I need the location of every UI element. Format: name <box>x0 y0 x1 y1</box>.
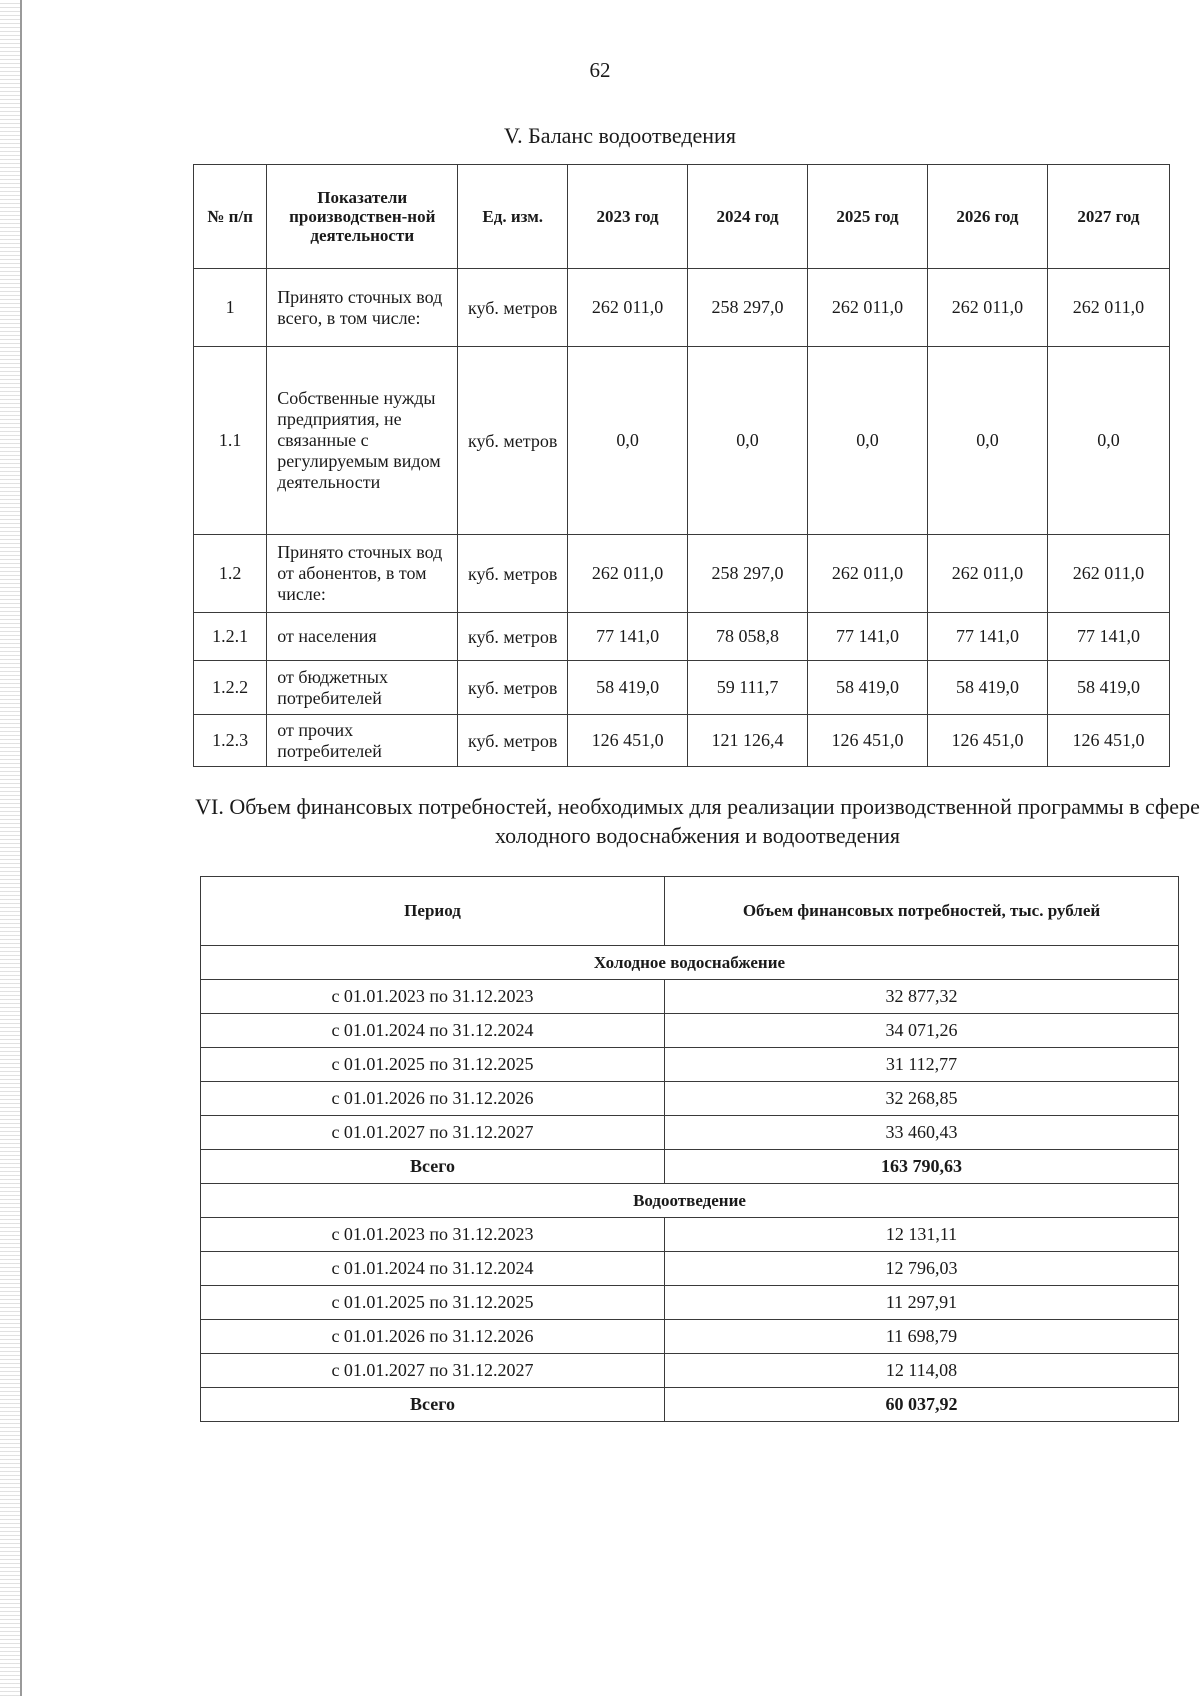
table-row <box>201 1354 1179 1388</box>
table-row <box>194 269 1170 347</box>
row-value: 126 451,0 <box>927 715 1047 767</box>
row-value: 58 419,0 <box>568 661 688 715</box>
section-5-title: V. Баланс водоотведения <box>504 123 736 148</box>
row-value: 0,0 <box>688 347 808 535</box>
value-cell: 32 268,85 <box>665 1082 1179 1116</box>
row-value: 262 011,0 <box>808 269 928 347</box>
table-row <box>201 1014 1179 1048</box>
row-value: 59 111,7 <box>688 661 808 715</box>
period-cell: с 01.01.2024 по 31.12.2024 <box>201 1014 665 1048</box>
row-unit: куб. метров <box>458 715 568 767</box>
value-cell: 31 112,77 <box>665 1048 1179 1082</box>
header-period: Период <box>201 877 665 946</box>
header-indicator: Показатели производствен-ной деятельности <box>267 165 458 269</box>
row-value: 77 141,0 <box>927 613 1047 661</box>
period-cell: с 01.01.2025 по 31.12.2025 <box>201 1048 665 1082</box>
header-year: 2023 год <box>568 165 688 269</box>
row-value: 262 011,0 <box>927 535 1047 613</box>
total-row <box>201 1150 1179 1184</box>
table-row <box>201 1252 1179 1286</box>
row-indicator: от населения <box>267 613 458 661</box>
period-cell: с 01.01.2023 по 31.12.2023 <box>201 980 665 1014</box>
row-value: 126 451,0 <box>1047 715 1169 767</box>
total-label: Всего <box>201 1150 665 1184</box>
row-num: 1.2.3 <box>194 715 267 767</box>
row-num: 1.2.1 <box>194 613 267 661</box>
scan-edge-line <box>20 0 22 1696</box>
scan-edge-artifact <box>0 0 22 1696</box>
row-unit: куб. метров <box>458 535 568 613</box>
row-value: 0,0 <box>927 347 1047 535</box>
period-cell: с 01.01.2026 по 31.12.2026 <box>201 1082 665 1116</box>
header-year: 2027 год <box>1047 165 1169 269</box>
row-value: 262 011,0 <box>1047 269 1169 347</box>
section-row <box>201 1184 1179 1218</box>
row-value: 77 141,0 <box>1047 613 1169 661</box>
value-cell: 11 698,79 <box>665 1320 1179 1354</box>
total-row <box>201 1388 1179 1422</box>
row-num: 1 <box>194 269 267 347</box>
row-unit: куб. метров <box>458 347 568 535</box>
row-value: 258 297,0 <box>688 269 808 347</box>
group-title: Холодное водоснабжение <box>201 946 1179 980</box>
row-indicator: от бюджетных потребителей <box>267 661 458 715</box>
table-header-row <box>194 165 1170 269</box>
row-value: 262 011,0 <box>568 535 688 613</box>
value-cell: 12 114,08 <box>665 1354 1179 1388</box>
table-row <box>194 535 1170 613</box>
row-value: 262 011,0 <box>927 269 1047 347</box>
value-cell: 34 071,26 <box>665 1014 1179 1048</box>
period-cell: с 01.01.2024 по 31.12.2024 <box>201 1252 665 1286</box>
row-value: 0,0 <box>1047 347 1169 535</box>
header-year: 2024 год <box>688 165 808 269</box>
row-value: 78 058,8 <box>688 613 808 661</box>
row-value: 258 297,0 <box>688 535 808 613</box>
row-value: 77 141,0 <box>808 613 928 661</box>
row-value: 121 126,4 <box>688 715 808 767</box>
value-cell: 12 796,03 <box>665 1252 1179 1286</box>
table-row <box>194 715 1170 767</box>
table-row <box>201 1116 1179 1150</box>
value-cell: 12 131,11 <box>665 1218 1179 1252</box>
row-indicator: Принято сточных вод от абонентов, в том числе: <box>267 535 458 613</box>
row-indicator: Собственные нужды предприятия, не связанные с регулируемым видом деятельности <box>267 347 458 535</box>
table-row <box>194 347 1170 535</box>
table-row <box>201 1286 1179 1320</box>
table-row <box>201 1320 1179 1354</box>
row-unit: куб. метров <box>458 661 568 715</box>
total-label: Всего <box>201 1388 665 1422</box>
period-cell: с 01.01.2025 по 31.12.2025 <box>201 1286 665 1320</box>
row-value: 0,0 <box>808 347 928 535</box>
row-value: 0,0 <box>568 347 688 535</box>
group-title: Водоотведение <box>201 1184 1179 1218</box>
row-num: 1.2 <box>194 535 267 613</box>
financial-needs-table <box>200 876 1179 1422</box>
section-6-title: VI. Объем финансовых потребностей, необходимых для реализации производственной программы в сфере холодного водоснабжения и водоотведения <box>195 794 1200 848</box>
header-volume: Объем финансовых потребностей, тыс. рублей <box>665 877 1179 946</box>
row-num: 1.2.2 <box>194 661 267 715</box>
row-unit: куб. метров <box>458 269 568 347</box>
table-row <box>194 661 1170 715</box>
header-year: 2025 год <box>808 165 928 269</box>
header-year: 2026 год <box>927 165 1047 269</box>
page-number: 62 <box>589 58 611 82</box>
row-value: 262 011,0 <box>568 269 688 347</box>
table-row <box>201 1048 1179 1082</box>
row-value: 58 419,0 <box>1047 661 1169 715</box>
table-header-row <box>201 877 1179 946</box>
table-row <box>201 980 1179 1014</box>
row-unit: куб. метров <box>458 613 568 661</box>
period-cell: с 01.01.2027 по 31.12.2027 <box>201 1116 665 1150</box>
table-row <box>201 1218 1179 1252</box>
value-cell: 33 460,43 <box>665 1116 1179 1150</box>
row-indicator: Принято сточных вод всего, в том числе: <box>267 269 458 347</box>
section-row <box>201 946 1179 980</box>
table-row <box>194 613 1170 661</box>
row-indicator: от прочих потребителей <box>267 715 458 767</box>
header-num: № п/п <box>194 165 267 269</box>
header-unit: Ед. изм. <box>458 165 568 269</box>
total-value: 60 037,92 <box>665 1388 1179 1422</box>
row-value: 126 451,0 <box>808 715 928 767</box>
row-value: 126 451,0 <box>568 715 688 767</box>
row-value: 262 011,0 <box>1047 535 1169 613</box>
row-value: 58 419,0 <box>927 661 1047 715</box>
row-num: 1.1 <box>194 347 267 535</box>
period-cell: с 01.01.2026 по 31.12.2026 <box>201 1320 665 1354</box>
wastewater-balance-table <box>193 164 1170 767</box>
period-cell: с 01.01.2027 по 31.12.2027 <box>201 1354 665 1388</box>
total-value: 163 790,63 <box>665 1150 1179 1184</box>
period-cell: с 01.01.2023 по 31.12.2023 <box>201 1218 665 1252</box>
value-cell: 11 297,91 <box>665 1286 1179 1320</box>
value-cell: 32 877,32 <box>665 980 1179 1014</box>
row-value: 262 011,0 <box>808 535 928 613</box>
table-row <box>201 1082 1179 1116</box>
row-value: 77 141,0 <box>568 613 688 661</box>
row-value: 58 419,0 <box>808 661 928 715</box>
